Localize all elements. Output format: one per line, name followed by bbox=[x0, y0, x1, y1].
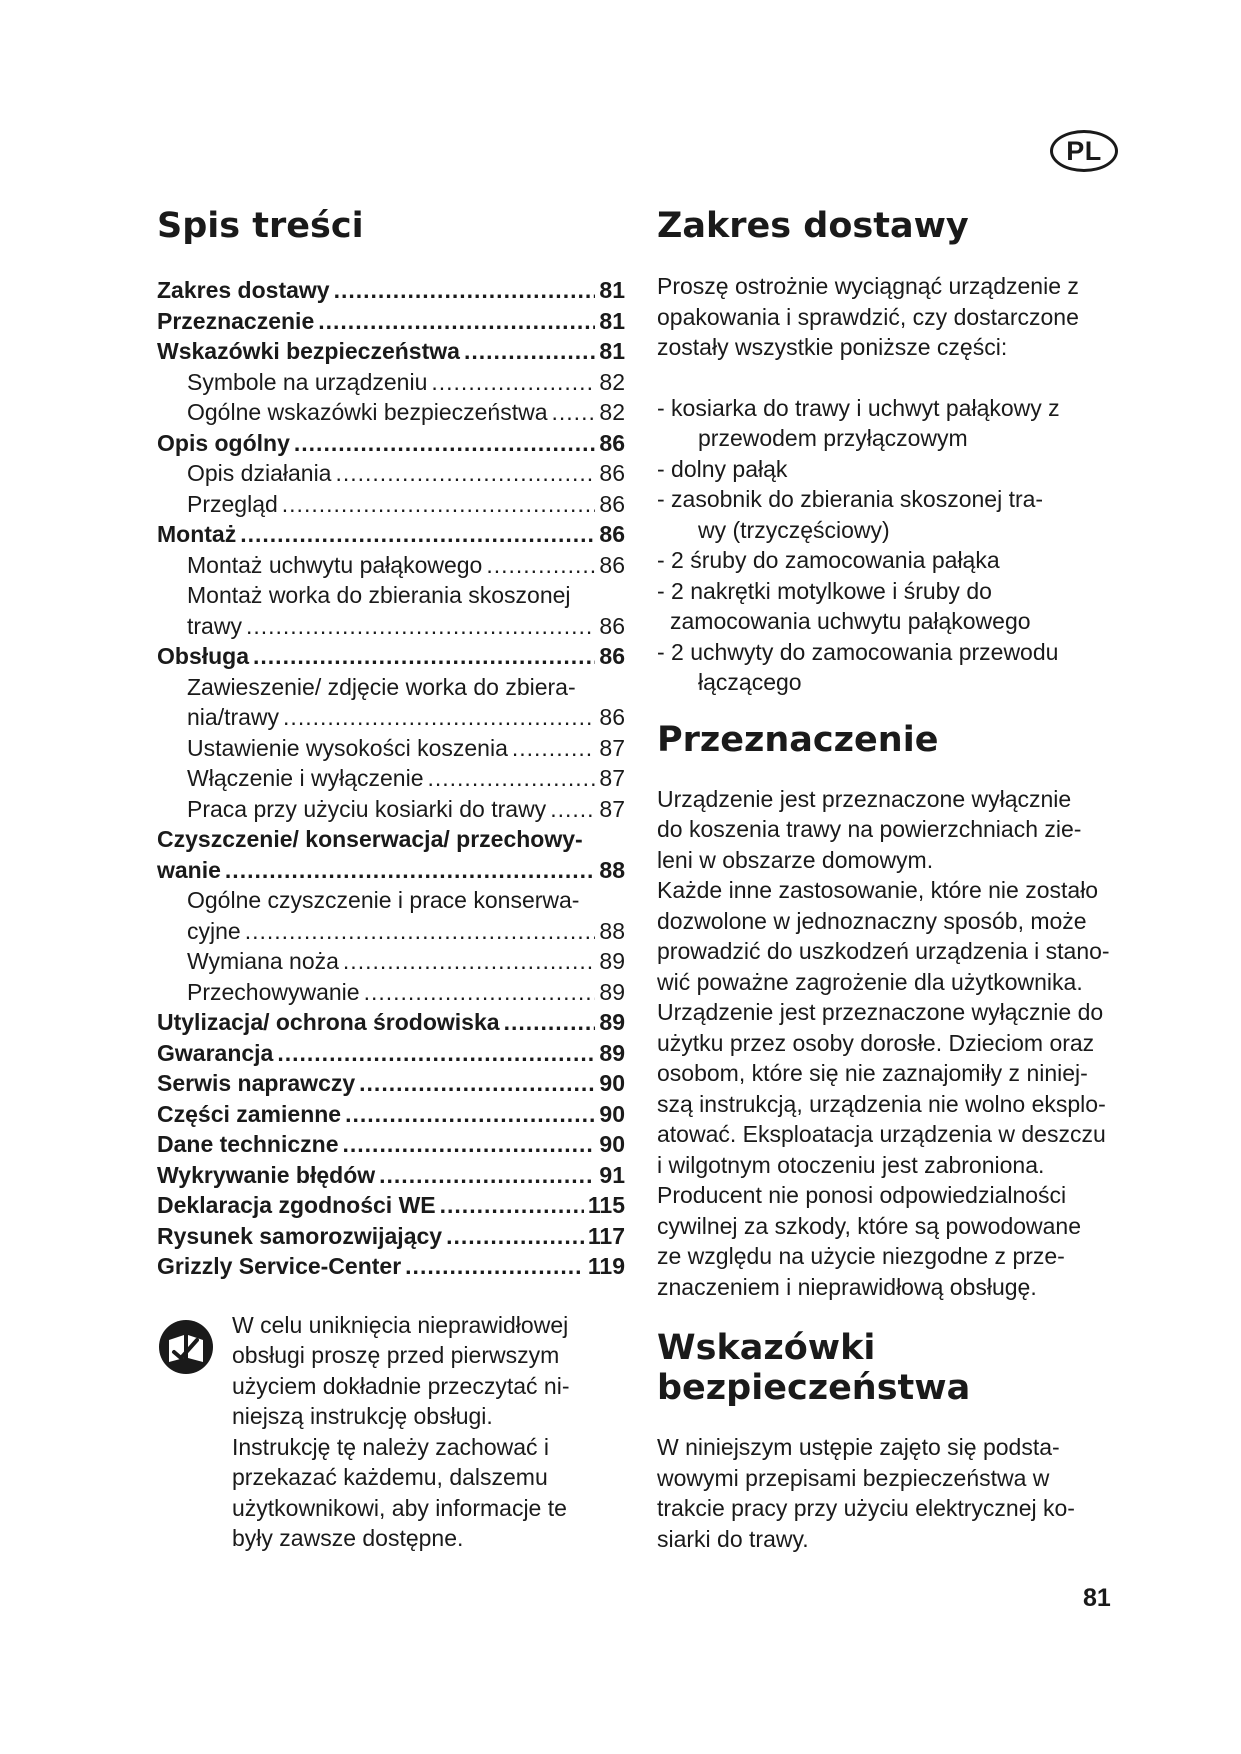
toc-entry-page: 87 bbox=[599, 765, 625, 791]
toc-entry-title: Dane techniczne bbox=[157, 1131, 339, 1157]
paragraph-line: prowadzić do uszkodzeń urządzenia i stano- bbox=[657, 938, 1110, 964]
toc-entry-title: Symbole na urządzeniu bbox=[187, 368, 428, 395]
paragraph-line: cywilnej za szkody, które są powodowane bbox=[657, 1212, 1082, 1239]
toc-entry-title: trawy bbox=[187, 612, 242, 639]
toc-entry-page: 88 bbox=[599, 917, 625, 944]
paragraph-line: szą instrukcją, urządzenia nie wolno eksplo- bbox=[657, 1090, 1106, 1117]
toc-leader-dots bbox=[253, 641, 595, 672]
toc-entry[interactable] bbox=[157, 855, 625, 886]
toc-leader-dots bbox=[486, 550, 595, 581]
toc-entry-title: Części zamienne bbox=[157, 1100, 342, 1127]
toc-entry[interactable] bbox=[157, 1068, 625, 1099]
toc-entry[interactable] bbox=[157, 519, 625, 550]
toc-leader-dots bbox=[282, 489, 596, 520]
toc-leader-dots bbox=[277, 1038, 595, 1069]
language-badge: PL bbox=[1050, 130, 1118, 172]
toc-entry-page: 82 bbox=[599, 399, 625, 425]
toc-leader-dots bbox=[431, 367, 595, 398]
note-line: Instrukcję tę należy zachować i bbox=[232, 1433, 550, 1460]
toc-leader-dots bbox=[245, 916, 596, 947]
toc-entry-page: 119 bbox=[587, 1253, 625, 1279]
toc-entry-page: 87 bbox=[599, 734, 625, 761]
safety-heading bbox=[657, 1328, 1157, 1408]
toc-leader-dots bbox=[246, 611, 595, 642]
note-line: niejszą instrukcję obsługi. bbox=[232, 1403, 493, 1429]
toc-leader-dots bbox=[240, 519, 595, 550]
list-item: - kosiarka do trawy i uchwyt pałąkowy z bbox=[657, 394, 1060, 421]
safety-text bbox=[657, 1432, 1157, 1554]
toc-entry[interactable] bbox=[157, 397, 625, 428]
note-line: użyciem dokładnie przeczytać ni- bbox=[232, 1372, 570, 1399]
paragraph-line: leni w obszarze domowym. bbox=[657, 846, 934, 873]
paragraph-line: i wilgotnym otoczeniu jest zabroniona. bbox=[657, 1151, 1045, 1178]
list-item: zamocowania uchwytu pałąkowego bbox=[670, 608, 1031, 634]
list-item: przewodem przyłączowym bbox=[698, 425, 968, 451]
toc-leader-dots bbox=[343, 946, 595, 977]
note-line: przekazać każdemu, dalszemu bbox=[232, 1464, 548, 1490]
toc-entry-page: 91 bbox=[599, 1161, 625, 1188]
toc-entry-title: Wskazówki bezpieczeństwa bbox=[157, 338, 460, 364]
toc-leader-dots bbox=[294, 428, 596, 459]
toc-entry-title: Ustawienie wysokości koszenia bbox=[187, 734, 508, 761]
toc-leader-dots bbox=[512, 733, 596, 764]
toc-entry[interactable] bbox=[157, 763, 625, 794]
toc-entry-title: Deklaracja zgodności WE bbox=[157, 1192, 436, 1218]
toc-leader-dots bbox=[504, 1007, 596, 1038]
toc-entry-title: wanie bbox=[157, 856, 221, 883]
toc-entry-title: Utylizacja/ ochrona środowiska bbox=[157, 1009, 500, 1035]
toc-entry-page: 86 bbox=[599, 490, 625, 517]
toc-leader-dots bbox=[552, 397, 596, 428]
toc-entry-continuation: Ogólne czyszczenie i prace konserwa- bbox=[187, 887, 580, 913]
toc-entry-title: cyjne bbox=[187, 917, 241, 944]
paragraph-line: wowymi przepisami bezpieczeństwa w bbox=[657, 1464, 1050, 1491]
list-item: - 2 nakrętki motylkowe i śruby do bbox=[657, 577, 992, 604]
delivery-intro bbox=[657, 271, 1157, 363]
note-line: były zawsze dostępne. bbox=[232, 1525, 464, 1551]
toc-leader-dots bbox=[283, 702, 595, 733]
toc-entry[interactable] bbox=[157, 1007, 625, 1038]
toc-entry[interactable] bbox=[157, 794, 625, 825]
toc-entry[interactable] bbox=[157, 550, 625, 581]
toc-leader-dots bbox=[446, 1221, 584, 1252]
toc-entry-title: Rysunek samorozwijający bbox=[157, 1222, 443, 1249]
read-manual-icon bbox=[157, 1318, 215, 1376]
paragraph-line: Producent nie ponosi odpowiedzialności bbox=[657, 1182, 1067, 1208]
paragraph-line: dozwolone w jednoznaczny sposób, może bbox=[657, 907, 1087, 934]
delivery-list bbox=[657, 393, 1157, 698]
toc-entry-title: Praca przy użyciu kosiarki do trawy bbox=[187, 795, 547, 822]
purpose-heading: Przeznaczenie bbox=[657, 719, 939, 760]
toc-entry-page: 87 bbox=[599, 795, 625, 822]
toc-entry[interactable] bbox=[157, 702, 625, 733]
paragraph-line: trakcie pracy przy użyciu elektrycznej ko- bbox=[657, 1495, 1075, 1521]
toc-entry-title: Włączenie i wyłączenie bbox=[187, 765, 424, 791]
paragraph-line: atować. Eksploatacja urządzenia w deszczu bbox=[657, 1121, 1106, 1147]
toc-entry-continuation: Zawieszenie/ zdjęcie worka do zbiera- bbox=[187, 673, 576, 700]
list-item: wy (trzyczęściowy) bbox=[698, 516, 890, 543]
toc-entry[interactable] bbox=[157, 489, 625, 520]
toc-entry[interactable] bbox=[157, 946, 625, 977]
list-item: - 2 uchwyty do zamocowania przewodu bbox=[657, 638, 1059, 665]
toc-entry-title: Opis ogólny bbox=[157, 429, 290, 456]
toc-entry[interactable] bbox=[157, 1221, 625, 1252]
toc-entry-page: 81 bbox=[599, 277, 625, 303]
toc-leader-dots bbox=[225, 855, 595, 886]
toc-entry-page: 89 bbox=[599, 1039, 625, 1066]
paragraph-line: ze względu na użycie niezgodne z prze- bbox=[657, 1243, 1065, 1269]
toc-leader-dots bbox=[345, 1099, 595, 1130]
toc-leader-dots bbox=[379, 1160, 595, 1191]
toc-entry-title: Montaż uchwytu pałąkowego bbox=[187, 551, 483, 578]
safety-heading-line1: Wskazówki bbox=[657, 1328, 876, 1368]
toc-entry[interactable] bbox=[157, 916, 625, 947]
paragraph-line: znaczeniem i nieprawidłową obsługę. bbox=[657, 1273, 1037, 1300]
toc-entry-title: Ogólne wskazówki bezpieczeństwa bbox=[187, 399, 548, 425]
toc-entry-page: 86 bbox=[599, 429, 625, 456]
toc-entry[interactable] bbox=[157, 306, 625, 337]
toc-entry[interactable] bbox=[157, 733, 625, 764]
list-item: łączącego bbox=[698, 669, 802, 695]
toc-title: Spis treści bbox=[157, 206, 364, 246]
paragraph-line: do koszenia trawy na powierzchniach zie- bbox=[657, 816, 1082, 842]
toc-leader-dots bbox=[550, 794, 595, 825]
toc-entry-page: 90 bbox=[599, 1131, 625, 1157]
toc-entry-title: Serwis naprawczy bbox=[157, 1070, 356, 1096]
toc-leader-dots bbox=[405, 1251, 584, 1282]
toc-entry[interactable] bbox=[157, 367, 625, 398]
paragraph-line: siarki do trawy. bbox=[657, 1525, 809, 1552]
paragraph-line: zostały wszystkie poniższe części: bbox=[657, 334, 1008, 360]
toc-entry[interactable] bbox=[157, 1038, 625, 1069]
delivery-heading: Zakres dostawy bbox=[657, 206, 969, 246]
toc-entry-page: 88 bbox=[599, 856, 625, 883]
toc-entry-title: Przeznaczenie bbox=[157, 307, 315, 334]
toc-entry[interactable] bbox=[157, 1190, 625, 1221]
toc-entry-page: 89 bbox=[599, 1009, 625, 1035]
note-line: użytkownikowi, aby informacje te bbox=[232, 1494, 567, 1521]
toc-entry-title: Wykrywanie błędów bbox=[157, 1161, 376, 1188]
toc-entry[interactable] bbox=[157, 611, 625, 642]
toc-entry-page: 86 bbox=[599, 551, 625, 578]
toc-entry[interactable] bbox=[157, 428, 625, 459]
toc-entry-title: nia/trawy bbox=[187, 704, 280, 730]
toc-entry-title: Zakres dostawy bbox=[157, 277, 330, 303]
left-column bbox=[157, 205, 625, 1554]
table-of-contents bbox=[157, 275, 625, 1282]
toc-entry-title: Przegląd bbox=[187, 490, 278, 517]
toc-entry-title: Wymiana noża bbox=[187, 948, 339, 974]
paragraph-line: W niniejszym ustępie zajęto się podsta- bbox=[657, 1434, 1060, 1460]
toc-entry[interactable] bbox=[157, 336, 625, 367]
page-number: 81 bbox=[1083, 1584, 1111, 1612]
toc-entry-page: 86 bbox=[599, 460, 625, 486]
toc-leader-dots bbox=[440, 1190, 584, 1221]
toc-entry[interactable] bbox=[157, 1099, 625, 1130]
toc-leader-dots bbox=[364, 977, 596, 1008]
toc-entry-continuation: Czyszczenie/ konserwacja/ przechowy- bbox=[157, 826, 583, 852]
toc-entry[interactable] bbox=[157, 275, 625, 306]
list-item: - dolny pałąk bbox=[657, 455, 788, 482]
read-manual-note bbox=[157, 1310, 625, 1554]
toc-leader-dots bbox=[335, 458, 595, 489]
toc-entry-page: 86 bbox=[599, 643, 625, 669]
paragraph-line: osobom, które się nie zaznajomiły z niniej- bbox=[657, 1060, 1088, 1086]
toc-entry[interactable] bbox=[157, 458, 625, 489]
toc-entry[interactable] bbox=[157, 1129, 625, 1160]
toc-leader-dots bbox=[427, 763, 595, 794]
toc-entry-title: Obsługa bbox=[157, 643, 250, 669]
paragraph-line: Urządzenie jest przeznaczone wyłącznie do bbox=[657, 999, 1104, 1025]
toc-entry-page: 115 bbox=[587, 1192, 625, 1218]
paragraph-line: Urządzenie jest przeznaczone wyłącznie bbox=[657, 785, 1072, 812]
toc-entry-page: 81 bbox=[599, 307, 625, 334]
toc-entry-continuation: Montaż worka do zbierania skoszonej bbox=[187, 582, 571, 608]
toc-leader-dots bbox=[464, 336, 595, 367]
toc-entry-title: Grizzly Service-Center bbox=[157, 1253, 402, 1279]
note-line: W celu uniknięcia nieprawidłowej bbox=[232, 1311, 569, 1338]
toc-entry-title: Opis działania bbox=[187, 460, 332, 486]
toc-entry-page: 117 bbox=[587, 1222, 625, 1249]
toc-entry-page: 89 bbox=[599, 948, 625, 974]
toc-entry-page: 86 bbox=[599, 612, 625, 639]
paragraph-line: wić poważne zagrożenie dla użytkownika. bbox=[657, 968, 1083, 995]
purpose-text bbox=[657, 784, 1157, 1303]
toc-entry[interactable] bbox=[157, 977, 625, 1008]
toc-leader-dots bbox=[359, 1068, 595, 1099]
list-item: - zasobnik do zbierania skoszonej tra- bbox=[657, 486, 1044, 512]
paragraph-line: opakowania i sprawdzić, czy dostarczone bbox=[657, 303, 1079, 330]
toc-entry-page: 82 bbox=[599, 368, 625, 395]
list-item: - 2 śruby do zamocowania pałąka bbox=[657, 547, 1000, 573]
toc-leader-dots bbox=[334, 275, 596, 306]
toc-entry-title: Montaż bbox=[157, 521, 237, 547]
toc-entry-title: Gwarancja bbox=[157, 1039, 274, 1066]
toc-entry-page: 81 bbox=[599, 338, 625, 364]
paragraph-line: użytku przez osoby dorosłe. Dzieciom oraz bbox=[657, 1029, 1095, 1056]
toc-entry-page: 90 bbox=[599, 1070, 625, 1096]
paragraph-line: Każde inne zastosowanie, które nie zostało bbox=[657, 877, 1099, 903]
toc-entry-title: Przechowywanie bbox=[187, 978, 360, 1005]
toc-entry-page: 90 bbox=[599, 1100, 625, 1127]
toc-entry[interactable] bbox=[157, 641, 625, 672]
toc-entry[interactable] bbox=[157, 1251, 625, 1282]
right-column bbox=[657, 205, 1157, 1554]
paragraph-line: Proszę ostrożnie wyciągnąć urządzenie z bbox=[657, 273, 1079, 299]
toc-leader-dots bbox=[318, 306, 595, 337]
toc-entry[interactable] bbox=[157, 1160, 625, 1191]
note-line: obsługi proszę przed pierwszym bbox=[232, 1342, 560, 1368]
toc-entry-page: 89 bbox=[599, 978, 625, 1005]
safety-heading-line2: bezpieczeństwa bbox=[657, 1368, 971, 1408]
toc-entry-page: 86 bbox=[599, 704, 625, 730]
note-text bbox=[232, 1310, 625, 1554]
toc-leader-dots bbox=[343, 1129, 596, 1160]
toc-entry-page: 86 bbox=[599, 521, 625, 547]
